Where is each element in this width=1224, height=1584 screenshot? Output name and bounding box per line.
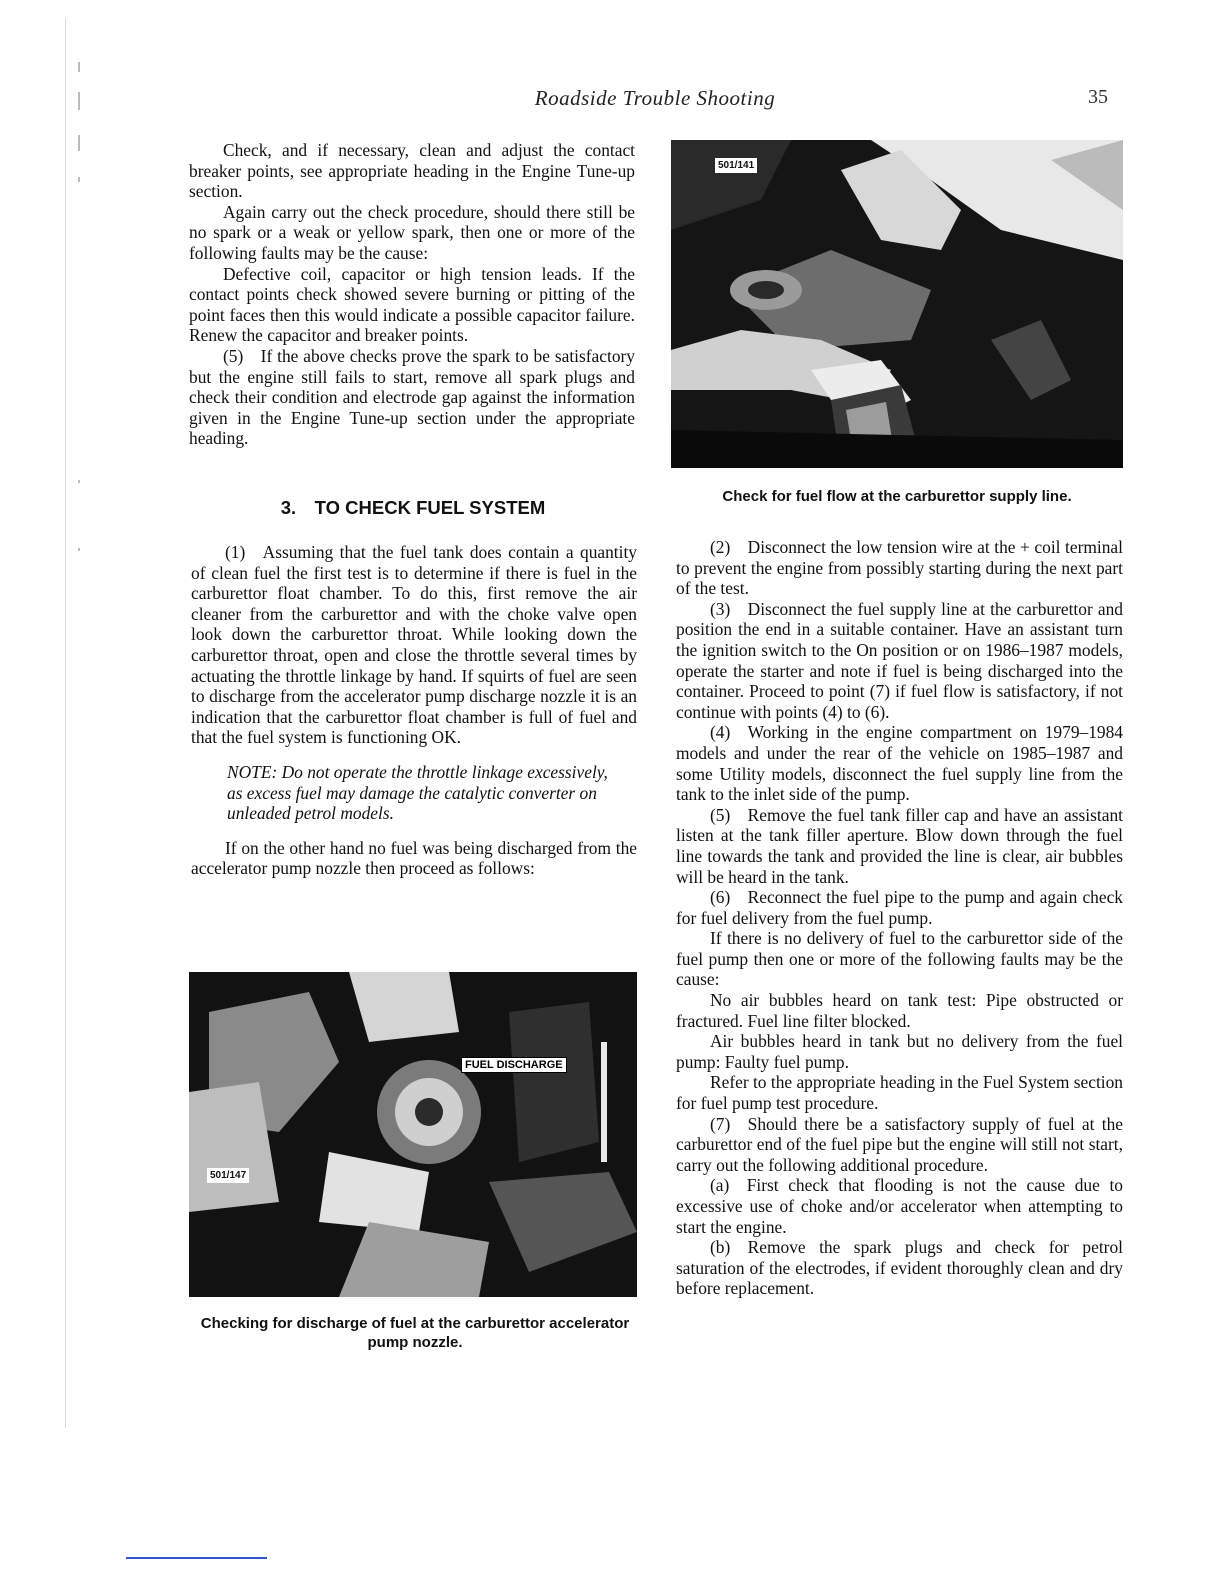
footer-rule bbox=[126, 1557, 267, 1559]
paragraph: Check, and if necessary, clean and adjust the contact breaker points, see appropriate heading in the Engine Tune-up section. bbox=[189, 140, 635, 202]
margin-mark bbox=[78, 62, 80, 72]
right-column bbox=[676, 537, 1123, 1299]
photo-image bbox=[671, 140, 1123, 468]
paragraph: (5) Remove the fuel tank filler cap and have an assistant listen at the tank filler aperture. Blow down through the fuel line towards the tank and provided the line is clear, air bubbles will be heard in the tank. bbox=[676, 804, 1123, 887]
paragraph: Refer to the appropriate heading in the Fuel System section for fuel pump test procedure. bbox=[676, 1072, 1123, 1114]
margin-mark bbox=[78, 177, 80, 182]
paragraph: (5) If the above checks prove the spark to be satisfactory but the engine still fails to start, remove all spark plugs and check their condition and electrode gap against the information given in the Engine Tune-up section under the appropriate heading. bbox=[189, 345, 635, 449]
photo-image bbox=[189, 972, 637, 1297]
margin-mark bbox=[78, 548, 80, 551]
paragraph: If on the other hand no fuel was being discharged from the accelerator pump nozzle then proceed as follows: bbox=[191, 837, 637, 879]
paragraph: (a) First check that flooding is not the cause due to excessive use of choke and/or accelerator when attempting to start the engine. bbox=[676, 1175, 1123, 1237]
paragraph: Again carry out the check procedure, should there still be no spark or a weak or yellow spark, then one or more of the following faults may be the cause: bbox=[189, 201, 635, 263]
margin-mark bbox=[78, 135, 80, 151]
page-border bbox=[65, 18, 66, 1428]
paragraph: No air bubbles heard on tank test: Pipe obstructed or fractured. Fuel line filter blocked. bbox=[676, 990, 1123, 1031]
figure-code: 501/147 bbox=[207, 1168, 249, 1183]
paragraph: Air bubbles heard in tank but no delivery from the fuel pump: Faulty fuel pump. bbox=[676, 1031, 1123, 1072]
paragraph: (7) Should there be a satisfactory supply of fuel at the carburettor end of the fuel pipe but the engine will still not start, carry out the following additional procedure. bbox=[676, 1113, 1123, 1175]
photo-fuel-supply-line bbox=[671, 140, 1123, 468]
photo-accelerator-pump bbox=[189, 972, 637, 1297]
left-column-bottom bbox=[191, 542, 637, 879]
running-header-title: Roadside Trouble Shooting bbox=[534, 86, 776, 110]
paragraph: Defective coil, capacitor or high tension leads. If the contact points check showed severe burning or pitting of the point faces then this would indicate a possible capacitor failure. Renew the capacitor and breaker points. bbox=[189, 263, 635, 346]
paragraph: (3) Disconnect the fuel supply line at the carburettor and position the end in a suitable container. Have an assistant turn the ignition switch to the On position or on 1986–1987 models, operate the starter and note if fuel is being discharged into the container. Proceed to point (7) if fuel flow is satisfactory, if not continue with points (4) to (6). bbox=[676, 598, 1123, 722]
figure-caption: Check for fuel flow at the carburettor supply line. bbox=[722, 488, 1072, 505]
margin-mark bbox=[78, 92, 80, 110]
paragraph: (b) Remove the spark plugs and check for petrol saturation of the electrodes, if evident thoroughly clean and dry before replacement. bbox=[676, 1237, 1123, 1299]
margin-mark bbox=[78, 480, 80, 483]
fuel-discharge-callout: FUEL DISCHARGE bbox=[461, 1057, 567, 1073]
paragraph: (2) Disconnect the low tension wire at the + coil terminal to prevent the engine from possibly starting during the next part of the test. bbox=[676, 537, 1123, 599]
section-heading: 3. TO CHECK FUEL SYSTEM bbox=[280, 497, 546, 518]
figure-code: 501/141 bbox=[715, 158, 757, 173]
paragraph: (1) Assuming that the fuel tank does contain a quantity of clean fuel the first test is to determine if there is fuel in the carburettor float chamber. To do this, first remove the air cleaner from the carburettor and with the choke valve open look down the carburettor throat. While looking down the carburettor throat, open and close the throttle several times by actuating the throttle linkage by hand. If squirts of fuel are seen to discharge from the accelerator pump discharge nozzle it is an indication that the carburettor float chamber is full of fuel and that the fuel system is functioning OK. bbox=[191, 542, 637, 748]
note-paragraph: NOTE: Do not operate the throttle linkage excessively, as excess fuel may damage the catalytic converter on unleaded petrol models. bbox=[227, 761, 608, 824]
figure-caption: Checking for discharge of fuel at the carburettor accelerator pump nozzle. bbox=[200, 1315, 630, 1351]
paragraph: (4) Working in the engine compartment on 1979–1984 models and under the rear of the vehicle on 1985–1987 and some Utility models, disconnect the fuel supply line from the tank to the inlet side of the pump. bbox=[676, 722, 1123, 805]
left-column-top bbox=[189, 140, 635, 449]
paragraph: (6) Reconnect the fuel pipe to the pump and again check for fuel delivery from the fuel pump. bbox=[676, 887, 1123, 928]
paragraph: If there is no delivery of fuel to the carburettor side of the fuel pump then one or more of the following faults may be the cause: bbox=[676, 928, 1123, 990]
page-number: 35 bbox=[1088, 86, 1108, 108]
